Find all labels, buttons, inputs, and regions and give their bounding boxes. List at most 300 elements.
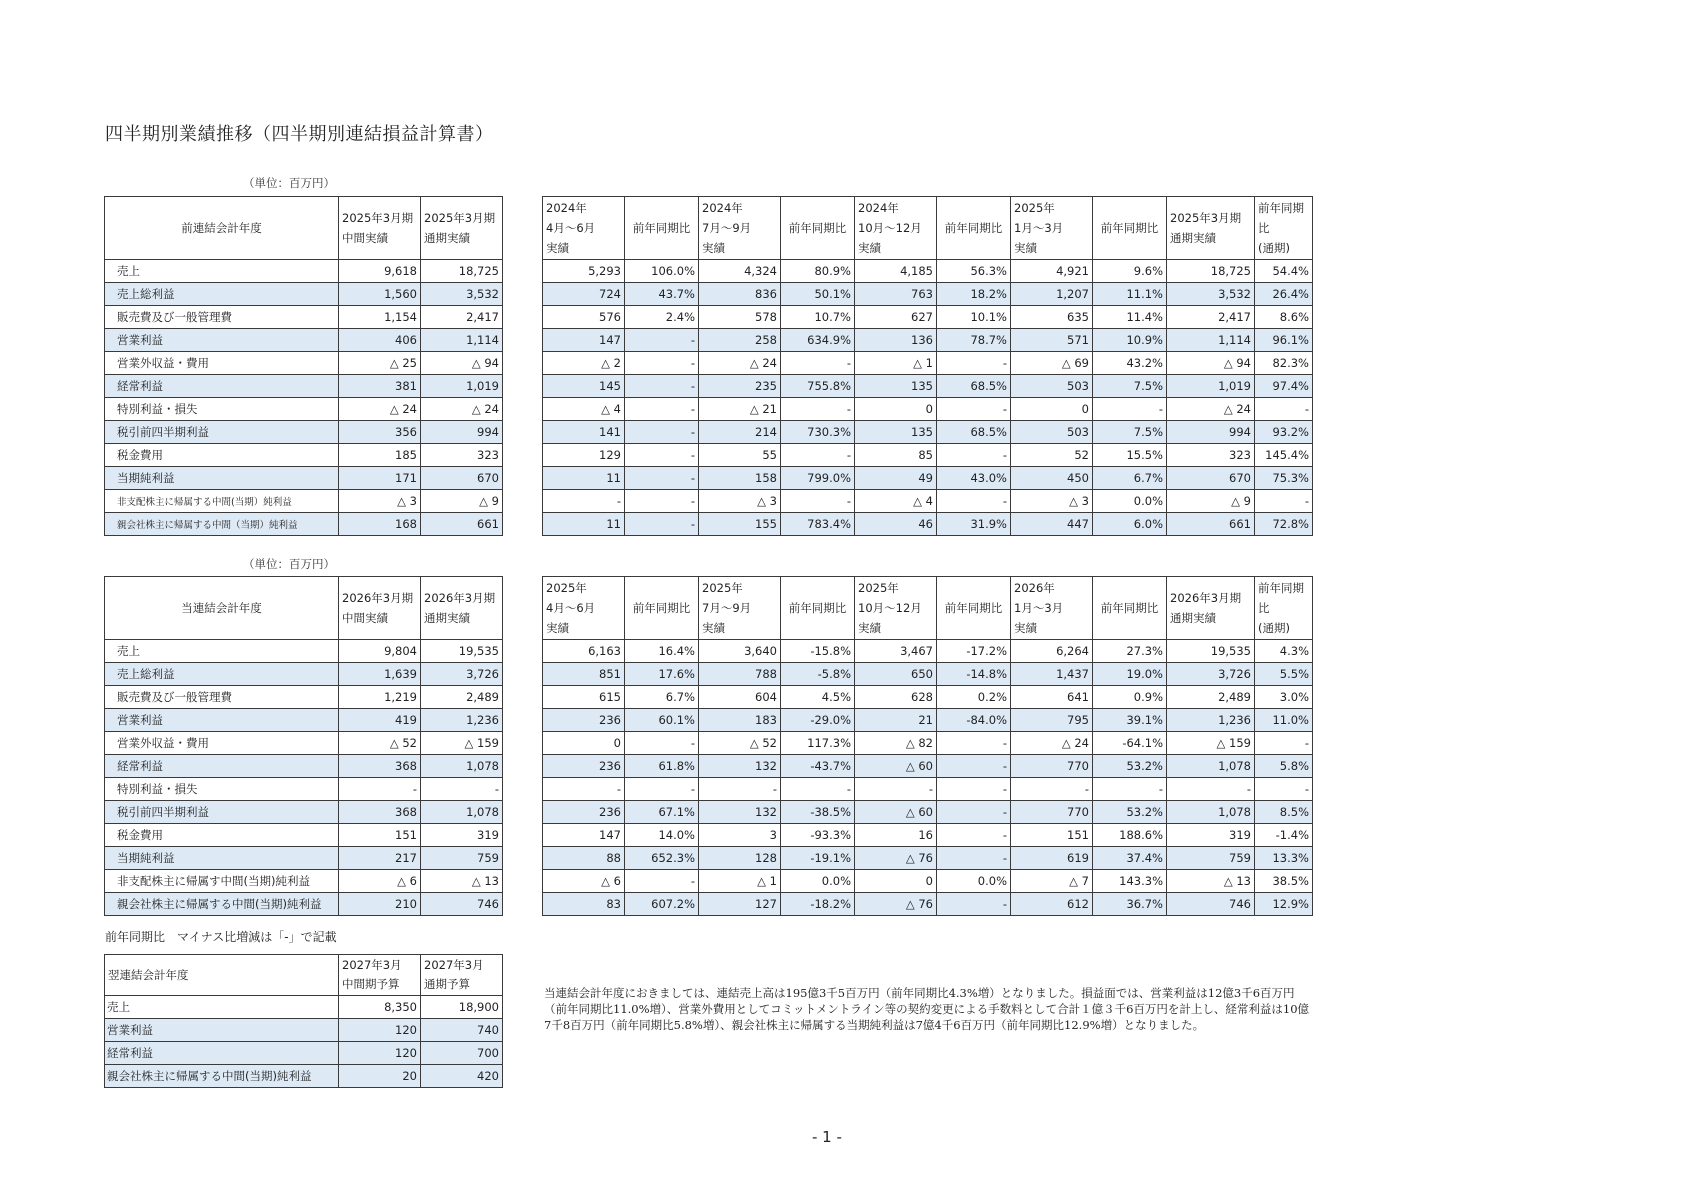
unit-label-prev: （単位：百万円） <box>243 176 335 190</box>
cell-value: 135 <box>855 375 937 398</box>
row-label: 非支配株主に帰属する中間(当期）純利益 <box>105 490 339 513</box>
cell-value: 185 <box>339 444 421 467</box>
cell-value: 11 <box>543 467 625 490</box>
cell-value: △ 159 <box>1167 732 1255 755</box>
cell-value: 3,467 <box>855 640 937 663</box>
cell-value: 27.3% <box>1093 640 1167 663</box>
cell-value: 83 <box>543 893 625 916</box>
cell-value: 3,726 <box>1167 663 1255 686</box>
prev-year-quarterly-table <box>542 196 1313 536</box>
cell-value: - <box>543 778 625 801</box>
cell-value: 17.6% <box>625 663 699 686</box>
cell-value: 217 <box>339 847 421 870</box>
cell-value: 56.3% <box>937 260 1011 283</box>
cell-value: 53.2% <box>1093 755 1167 778</box>
column-header: 前年同期比 <box>625 197 699 260</box>
row-label: 当期純利益 <box>105 467 339 490</box>
cell-value: 1,114 <box>1167 329 1255 352</box>
table-row <box>543 375 1313 398</box>
cell-value: 9.6% <box>1093 260 1167 283</box>
cell-value: 20 <box>339 1065 421 1088</box>
cell-value: 43.2% <box>1093 352 1167 375</box>
cell-value: - <box>937 398 1011 421</box>
cell-value: - <box>625 352 699 375</box>
cell-value: - <box>625 375 699 398</box>
cell-value: 319 <box>421 824 503 847</box>
row-label: 営業利益 <box>105 709 339 732</box>
cell-value: 49 <box>855 467 937 490</box>
cell-value: - <box>1255 490 1313 513</box>
cell-value: 210 <box>339 893 421 916</box>
cell-value: 61.8% <box>625 755 699 778</box>
cell-value: - <box>625 732 699 755</box>
cell-value: 2,417 <box>421 306 503 329</box>
cell-value: 5.8% <box>1255 755 1313 778</box>
cell-value: 11.0% <box>1255 709 1313 732</box>
cell-value: - <box>421 778 503 801</box>
cell-value: - <box>625 421 699 444</box>
cell-value: 759 <box>421 847 503 870</box>
cell-value: 11 <box>543 513 625 536</box>
cell-value: 50.1% <box>781 283 855 306</box>
table-row <box>543 847 1313 870</box>
row-label: 営業外収益・費用 <box>105 732 339 755</box>
cell-value: 1,019 <box>1167 375 1255 398</box>
cell-value: 641 <box>1011 686 1093 709</box>
cell-value: △ 76 <box>855 847 937 870</box>
cell-value: 2.4% <box>625 306 699 329</box>
cell-value: △ 52 <box>699 732 781 755</box>
cell-value: - <box>937 490 1011 513</box>
curr-year-summary-table <box>104 576 503 916</box>
table-row <box>543 663 1313 686</box>
cell-value: -14.8% <box>937 663 1011 686</box>
column-header: 前年同期比 <box>781 577 855 640</box>
cell-value: 6,163 <box>543 640 625 663</box>
cell-value: 628 <box>855 686 937 709</box>
row-label: 営業利益 <box>105 329 339 352</box>
table-row <box>543 352 1313 375</box>
cell-value: - <box>781 352 855 375</box>
table-row <box>543 709 1313 732</box>
cell-value: 746 <box>421 893 503 916</box>
cell-value: △ 69 <box>1011 352 1093 375</box>
cell-value: 19,535 <box>421 640 503 663</box>
table-row <box>105 467 503 490</box>
column-header: 前年同期比 (通期) <box>1255 197 1313 260</box>
cell-value: 183 <box>699 709 781 732</box>
cell-value: 1,437 <box>1011 663 1093 686</box>
table-row <box>105 398 503 421</box>
table-row <box>105 893 503 916</box>
cell-value: 12.9% <box>1255 893 1313 916</box>
cell-value: - <box>937 893 1011 916</box>
cell-value: 16 <box>855 824 937 847</box>
cell-value: △ 24 <box>339 398 421 421</box>
cell-value: 54.4% <box>1255 260 1313 283</box>
cell-value: 31.9% <box>937 513 1011 536</box>
table-row <box>105 996 503 1019</box>
cell-value: 323 <box>421 444 503 467</box>
column-header: 2024年 4月～6月 実績 <box>543 197 625 260</box>
cell-value: 5,293 <box>543 260 625 283</box>
table-row <box>543 398 1313 421</box>
column-header: 前年同期比 <box>937 197 1011 260</box>
table-row <box>543 640 1313 663</box>
cell-value: 604 <box>699 686 781 709</box>
cell-value: △ 24 <box>699 352 781 375</box>
curr-year-quarterly-table <box>542 576 1313 916</box>
cell-value: 1,019 <box>421 375 503 398</box>
cell-value: 420 <box>421 1065 503 1088</box>
column-header: 2025年3月期 中間実績 <box>339 197 421 260</box>
table-row <box>105 490 503 513</box>
cell-value: 0.2% <box>937 686 1011 709</box>
row-label: 当期純利益 <box>105 847 339 870</box>
cell-value: 503 <box>1011 421 1093 444</box>
cell-value: - <box>1011 778 1093 801</box>
cell-value: 136 <box>855 329 937 352</box>
cell-value: 635 <box>1011 306 1093 329</box>
cell-value: 38.5% <box>1255 870 1313 893</box>
cell-value: 1,078 <box>421 755 503 778</box>
table-row <box>543 490 1313 513</box>
row-label: 売上 <box>105 640 339 663</box>
cell-value: - <box>1255 778 1313 801</box>
cell-value: 106.0% <box>625 260 699 283</box>
cell-value: 214 <box>699 421 781 444</box>
cell-value: 10.7% <box>781 306 855 329</box>
cell-value: 93.2% <box>1255 421 1313 444</box>
table-row <box>105 755 503 778</box>
row-label: 経常利益 <box>105 755 339 778</box>
cell-value: 8.5% <box>1255 801 1313 824</box>
row-label: 販売費及び一般管理費 <box>105 686 339 709</box>
cell-value: 132 <box>699 801 781 824</box>
row-label: 売上 <box>105 260 339 283</box>
cell-value: 368 <box>339 801 421 824</box>
table-row <box>543 893 1313 916</box>
cell-value: 55 <box>699 444 781 467</box>
cell-value: △ 24 <box>1011 732 1093 755</box>
table-row <box>543 260 1313 283</box>
cell-value: △ 1 <box>855 352 937 375</box>
cell-value: 576 <box>543 306 625 329</box>
column-header: 前年同期比 <box>625 577 699 640</box>
cell-value: - <box>781 398 855 421</box>
cell-value: 607.2% <box>625 893 699 916</box>
table-row <box>543 870 1313 893</box>
table-row <box>105 686 503 709</box>
cell-value: △ 3 <box>699 490 781 513</box>
cell-value: - <box>699 778 781 801</box>
cell-value: - <box>625 329 699 352</box>
cell-value: 36.7% <box>1093 893 1167 916</box>
cell-value: 82.3% <box>1255 352 1313 375</box>
table-row <box>105 283 503 306</box>
cell-value: 132 <box>699 755 781 778</box>
cell-value: - <box>937 801 1011 824</box>
cell-value: 11.1% <box>1093 283 1167 306</box>
cell-value: 650 <box>855 663 937 686</box>
cell-value: 0 <box>543 732 625 755</box>
cell-value: 3,532 <box>421 283 503 306</box>
cell-value: 0.0% <box>937 870 1011 893</box>
cell-value: - <box>1093 778 1167 801</box>
cell-value: - <box>625 398 699 421</box>
table-row <box>543 755 1313 778</box>
cell-value: 4,185 <box>855 260 937 283</box>
cell-value: 4.5% <box>781 686 855 709</box>
cell-value: 143.3% <box>1093 870 1167 893</box>
table-row <box>105 640 503 663</box>
cell-value: 450 <box>1011 467 1093 490</box>
table-row <box>105 870 503 893</box>
cell-value: 68.5% <box>937 421 1011 444</box>
cell-value: 8.6% <box>1255 306 1313 329</box>
column-header: 前年同期比 <box>781 197 855 260</box>
cell-value: 1,078 <box>421 801 503 824</box>
column-header: 2025年 10月～12月 実績 <box>855 577 937 640</box>
cell-value: - <box>937 352 1011 375</box>
cell-value: △ 1 <box>699 870 781 893</box>
cell-value: -19.1% <box>781 847 855 870</box>
cell-value: 1,236 <box>421 709 503 732</box>
table-row <box>105 847 503 870</box>
column-header: 2025年3月期 通期実績 <box>421 197 503 260</box>
cell-value: - <box>937 732 1011 755</box>
cell-value: 1,078 <box>1167 801 1255 824</box>
table-row <box>543 686 1313 709</box>
row-label: 税金費用 <box>105 824 339 847</box>
cell-value: - <box>339 778 421 801</box>
cell-value: 0.0% <box>1093 490 1167 513</box>
table-row <box>105 1019 503 1042</box>
cell-value: - <box>625 870 699 893</box>
cell-value: -5.8% <box>781 663 855 686</box>
cell-value: 578 <box>699 306 781 329</box>
cell-value: -93.3% <box>781 824 855 847</box>
cell-value: - <box>937 847 1011 870</box>
cell-value: 235 <box>699 375 781 398</box>
cell-value: 503 <box>1011 375 1093 398</box>
cell-value: - <box>1167 778 1255 801</box>
cell-value: △ 76 <box>855 893 937 916</box>
column-header: 2026年3月期 中間実績 <box>339 577 421 640</box>
cell-value: 171 <box>339 467 421 490</box>
row-label: 営業外収益・費用 <box>105 352 339 375</box>
cell-value: 759 <box>1167 847 1255 870</box>
prev-year-summary-table <box>104 196 503 536</box>
cell-value: 158 <box>699 467 781 490</box>
cell-value: 1,560 <box>339 283 421 306</box>
table-row <box>105 1042 503 1065</box>
column-header: 前年同期比 (通期) <box>1255 577 1313 640</box>
cell-value: 6.7% <box>1093 467 1167 490</box>
cell-value: 851 <box>543 663 625 686</box>
cell-value: 5.5% <box>1255 663 1313 686</box>
cell-value: - <box>937 755 1011 778</box>
table-row <box>105 778 503 801</box>
cell-value: 6.0% <box>1093 513 1167 536</box>
cell-value: -43.7% <box>781 755 855 778</box>
cell-value: - <box>781 490 855 513</box>
table-row <box>543 467 1313 490</box>
table-row <box>543 283 1313 306</box>
cell-value: 258 <box>699 329 781 352</box>
cell-value: 19,535 <box>1167 640 1255 663</box>
cell-value: 4,324 <box>699 260 781 283</box>
table-row <box>105 260 503 283</box>
cell-value: - <box>625 778 699 801</box>
table-row <box>105 421 503 444</box>
cell-value: △ 24 <box>421 398 503 421</box>
cell-value: △ 52 <box>339 732 421 755</box>
cell-value: - <box>937 778 1011 801</box>
cell-value: 1,114 <box>421 329 503 352</box>
cell-value: 323 <box>1167 444 1255 467</box>
cell-value: 1,078 <box>1167 755 1255 778</box>
cell-value: 52 <box>1011 444 1093 467</box>
table-row <box>543 306 1313 329</box>
cell-value: △ 6 <box>339 870 421 893</box>
cell-value: 2,489 <box>1167 686 1255 709</box>
cell-value: 75.3% <box>1255 467 1313 490</box>
summary-paragraph: 当連結会計年度におきましては、連結売上高は195億3千5百万円（前年同期比4.3%増）となりました。損益面では、営業利益は12億3千6百万円（前年同期比11.0%増）、営業外費用としてコミットメントライン等の契約変更による手数料として合計１億３千6百万円を計上し、経常利益は10億7千8百万円（前年同期比5.8%増）、親会社株主に帰属する当期純利益は7億4千6百万円（前年同期比12.9%増）となりました。 <box>544 986 1310 1032</box>
cell-value: 13.3% <box>1255 847 1313 870</box>
row-label: 売上総利益 <box>105 283 339 306</box>
cell-value: 763 <box>855 283 937 306</box>
cell-value: 155 <box>699 513 781 536</box>
table-row <box>105 663 503 686</box>
cell-value: △ 60 <box>855 755 937 778</box>
cell-value: △ 3 <box>339 490 421 513</box>
cell-value: - <box>625 444 699 467</box>
cell-value: 755.8% <box>781 375 855 398</box>
column-header: 前年同期比 <box>937 577 1011 640</box>
cell-value: △ 159 <box>421 732 503 755</box>
cell-value: - <box>781 778 855 801</box>
cell-value: 406 <box>339 329 421 352</box>
cell-value: 18,725 <box>421 260 503 283</box>
row-label: 税引前四半期利益 <box>105 421 339 444</box>
cell-value: 6,264 <box>1011 640 1093 663</box>
cell-value: 994 <box>421 421 503 444</box>
cell-value: 994 <box>1167 421 1255 444</box>
cell-value: - <box>1093 398 1167 421</box>
cell-value: 770 <box>1011 755 1093 778</box>
cell-value: 141 <box>543 421 625 444</box>
cell-value: 168 <box>339 513 421 536</box>
cell-value: 3,726 <box>421 663 503 686</box>
header-row <box>105 955 503 996</box>
cell-value: 10.1% <box>937 306 1011 329</box>
column-header: 2025年 1月～3月 実績 <box>1011 197 1093 260</box>
cell-value: - <box>855 778 937 801</box>
cell-value: 4.3% <box>1255 640 1313 663</box>
cell-value: 67.1% <box>625 801 699 824</box>
cell-value: - <box>625 490 699 513</box>
cell-value: △ 9 <box>1167 490 1255 513</box>
column-header: 2026年 1月～3月 実績 <box>1011 577 1093 640</box>
cell-value: 236 <box>543 755 625 778</box>
cell-value: 128 <box>699 847 781 870</box>
cell-value: 799.0% <box>781 467 855 490</box>
cell-value: 53.2% <box>1093 801 1167 824</box>
table-row <box>543 444 1313 467</box>
cell-value: △ 82 <box>855 732 937 755</box>
cell-value: 14.0% <box>625 824 699 847</box>
cell-value: 447 <box>1011 513 1093 536</box>
cell-value: △ 4 <box>543 398 625 421</box>
cell-value: -15.8% <box>781 640 855 663</box>
cell-value: 770 <box>1011 801 1093 824</box>
cell-value: 700 <box>421 1042 503 1065</box>
cell-value: 1,639 <box>339 663 421 686</box>
column-header: 2024年 7月～9月 実績 <box>699 197 781 260</box>
table-row <box>105 824 503 847</box>
cell-value: 145.4% <box>1255 444 1313 467</box>
table-row <box>105 306 503 329</box>
table-row <box>105 732 503 755</box>
cell-value: 151 <box>339 824 421 847</box>
column-header: 2027年3月 中間期予算 <box>339 955 421 996</box>
cell-value: 7.5% <box>1093 375 1167 398</box>
cell-value: 117.3% <box>781 732 855 755</box>
row-label: 税金費用 <box>105 444 339 467</box>
cell-value: 6.7% <box>625 686 699 709</box>
row-label: 親会社株主に帰属する中間(当期)純利益 <box>105 893 339 916</box>
cell-value: -84.0% <box>937 709 1011 732</box>
cell-value: 147 <box>543 824 625 847</box>
cell-value: 18,725 <box>1167 260 1255 283</box>
cell-value: 96.1% <box>1255 329 1313 352</box>
cell-value: 795 <box>1011 709 1093 732</box>
table-row <box>105 513 503 536</box>
cell-value: 652.3% <box>625 847 699 870</box>
cell-value: 3.0% <box>1255 686 1313 709</box>
cell-value: 80.9% <box>781 260 855 283</box>
yoy-note: 前年同期比 マイナス比増減は「-」で記載 <box>105 930 337 944</box>
cell-value: - <box>937 444 1011 467</box>
cell-value: 783.4% <box>781 513 855 536</box>
row-label: 特別利益・損失 <box>105 778 339 801</box>
cell-value: △ 25 <box>339 352 421 375</box>
cell-value: 746 <box>1167 893 1255 916</box>
cell-value: △ 13 <box>421 870 503 893</box>
next-year-budget-table <box>104 954 503 1088</box>
cell-value: 97.4% <box>1255 375 1313 398</box>
table-row <box>543 778 1313 801</box>
cell-value: - <box>937 824 1011 847</box>
column-header: 2025年3月期 通期実績 <box>1167 197 1255 260</box>
cell-value: 147 <box>543 329 625 352</box>
cell-value: 21 <box>855 709 937 732</box>
cell-value: 0 <box>1011 398 1093 421</box>
cell-value: 1,207 <box>1011 283 1093 306</box>
cell-value: 0 <box>855 398 937 421</box>
cell-value: 634.9% <box>781 329 855 352</box>
cell-value: 670 <box>1167 467 1255 490</box>
cell-value: 72.8% <box>1255 513 1313 536</box>
cell-value: 43.7% <box>625 283 699 306</box>
cell-value: 7.5% <box>1093 421 1167 444</box>
column-header: 2026年3月期 通期実績 <box>1167 577 1255 640</box>
row-label: 売上総利益 <box>105 663 339 686</box>
table-row <box>543 329 1313 352</box>
cell-value: 43.0% <box>937 467 1011 490</box>
cell-value: 419 <box>339 709 421 732</box>
